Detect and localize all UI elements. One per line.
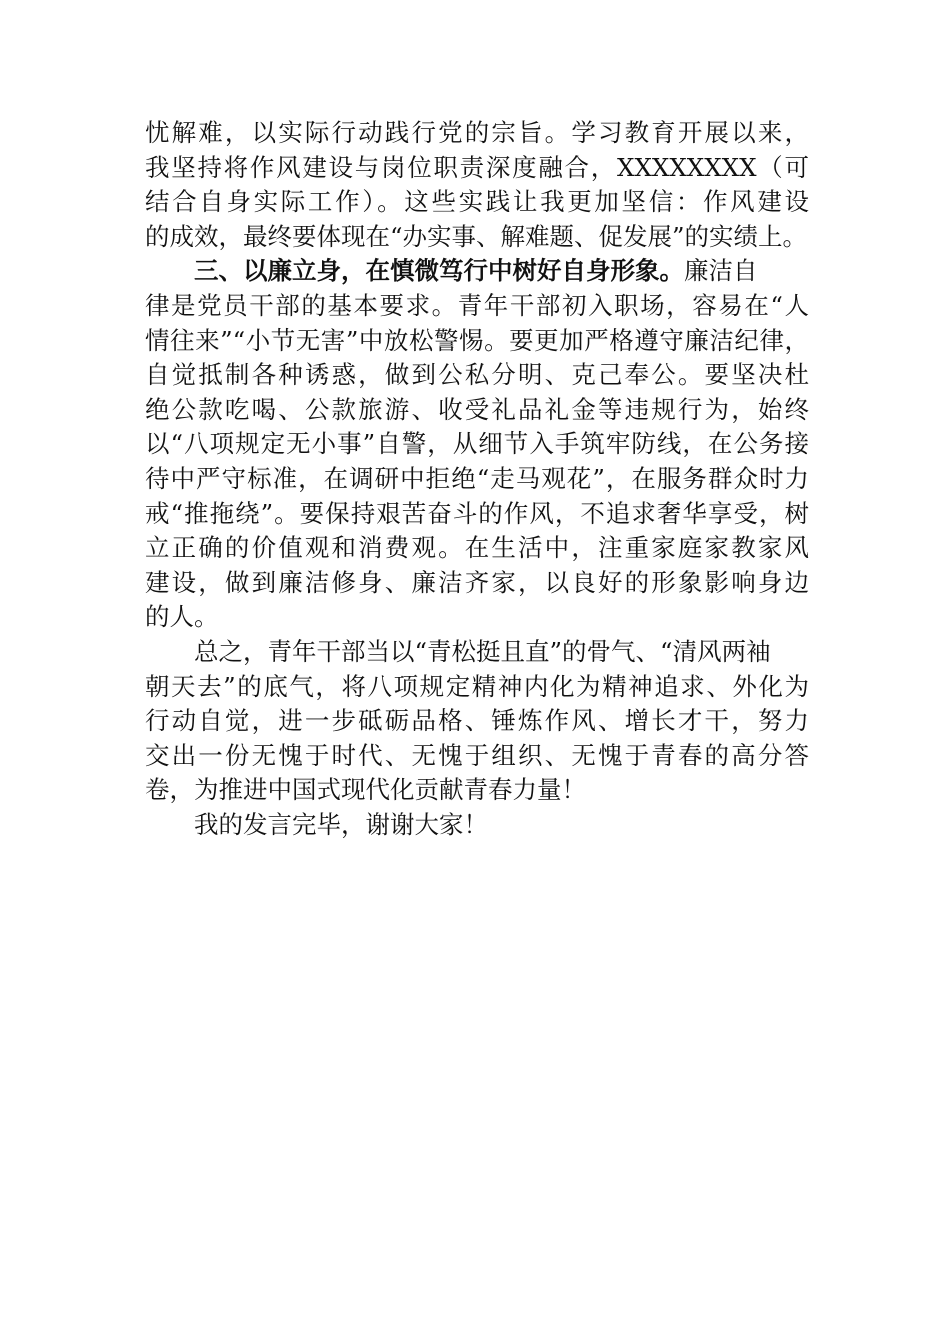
text-line: 结合自身实际工作）。这些实践让我更加坚信：作风建设 (145, 187, 809, 217)
text-line: 待中严守标准，在调研中拒绝“走马观花”，在服务群众时力 (145, 463, 809, 493)
text-line: 的人。 (145, 602, 219, 632)
text-line: 戒“推拖绕”。要保持艰苦奋斗的作风，不追求奢华享受，树 (145, 498, 809, 528)
text-line: 绝公款吃喝、公款旅游、收受礼品礼金等违规行为，始终 (145, 394, 809, 424)
text-line: 卷，为推进中国式现代化贡献青春力量！ (145, 775, 586, 805)
text-line: 我的发言完毕，谢谢大家！ (194, 809, 488, 839)
text-line: 的成效，最终要体现在“办实事、解难题、促发展”的实绩上。 (145, 221, 808, 251)
text-line: 立正确的价值观和消费观。在生活中，注重家庭家教家风 (145, 533, 809, 563)
text-line (145, 254, 835, 289)
text-run: 廉洁自 (684, 256, 758, 286)
paragraph-4 (145, 808, 835, 843)
text-line: 我坚持将作风建设与岗位职责深度融合，XXXXXXXX（可 (145, 152, 809, 182)
text-line: 朝天去”的底气，将八项规定精神内化为精神追求、外化为 (145, 671, 809, 701)
text-line: 情往来”“小节无害”中放松警惕。要更加严格遵守廉洁纪律， (145, 325, 809, 355)
text-line: 律是党员干部的基本要求。青年干部初入职场，容易在“人 (145, 290, 809, 320)
text-line: 以“八项规定无小事”自警，从细节入手筑牢防线，在公务接 (145, 429, 809, 459)
text-line: 总之，青年干部当以“青松挺且直”的骨气、“清风两袖 (194, 636, 771, 666)
text-line: 建设，做到廉洁修身、廉洁齐家，以良好的形象影响身边 (145, 567, 809, 597)
text-line: 忧解难，以实际行动践行党的宗旨。学习教育开展以来， (145, 118, 809, 147)
text-line: 行动自觉，进一步砥砺品格、锤炼作风、增长才干，努力 (145, 706, 809, 736)
document-body (145, 116, 835, 842)
paragraph-2 (145, 254, 835, 635)
paragraph-1 (145, 116, 835, 254)
text-line: 自觉抵制各种诱惑，做到公私分明、克己奉公。要坚决杜 (145, 360, 809, 390)
section-heading: 三、以廉立身，在慎微笃行中树好自身形象。 (194, 256, 684, 286)
paragraph-3 (145, 635, 835, 808)
text-line: 交出一份无愧于时代、无愧于组织、无愧于青春的高分答 (145, 740, 809, 770)
